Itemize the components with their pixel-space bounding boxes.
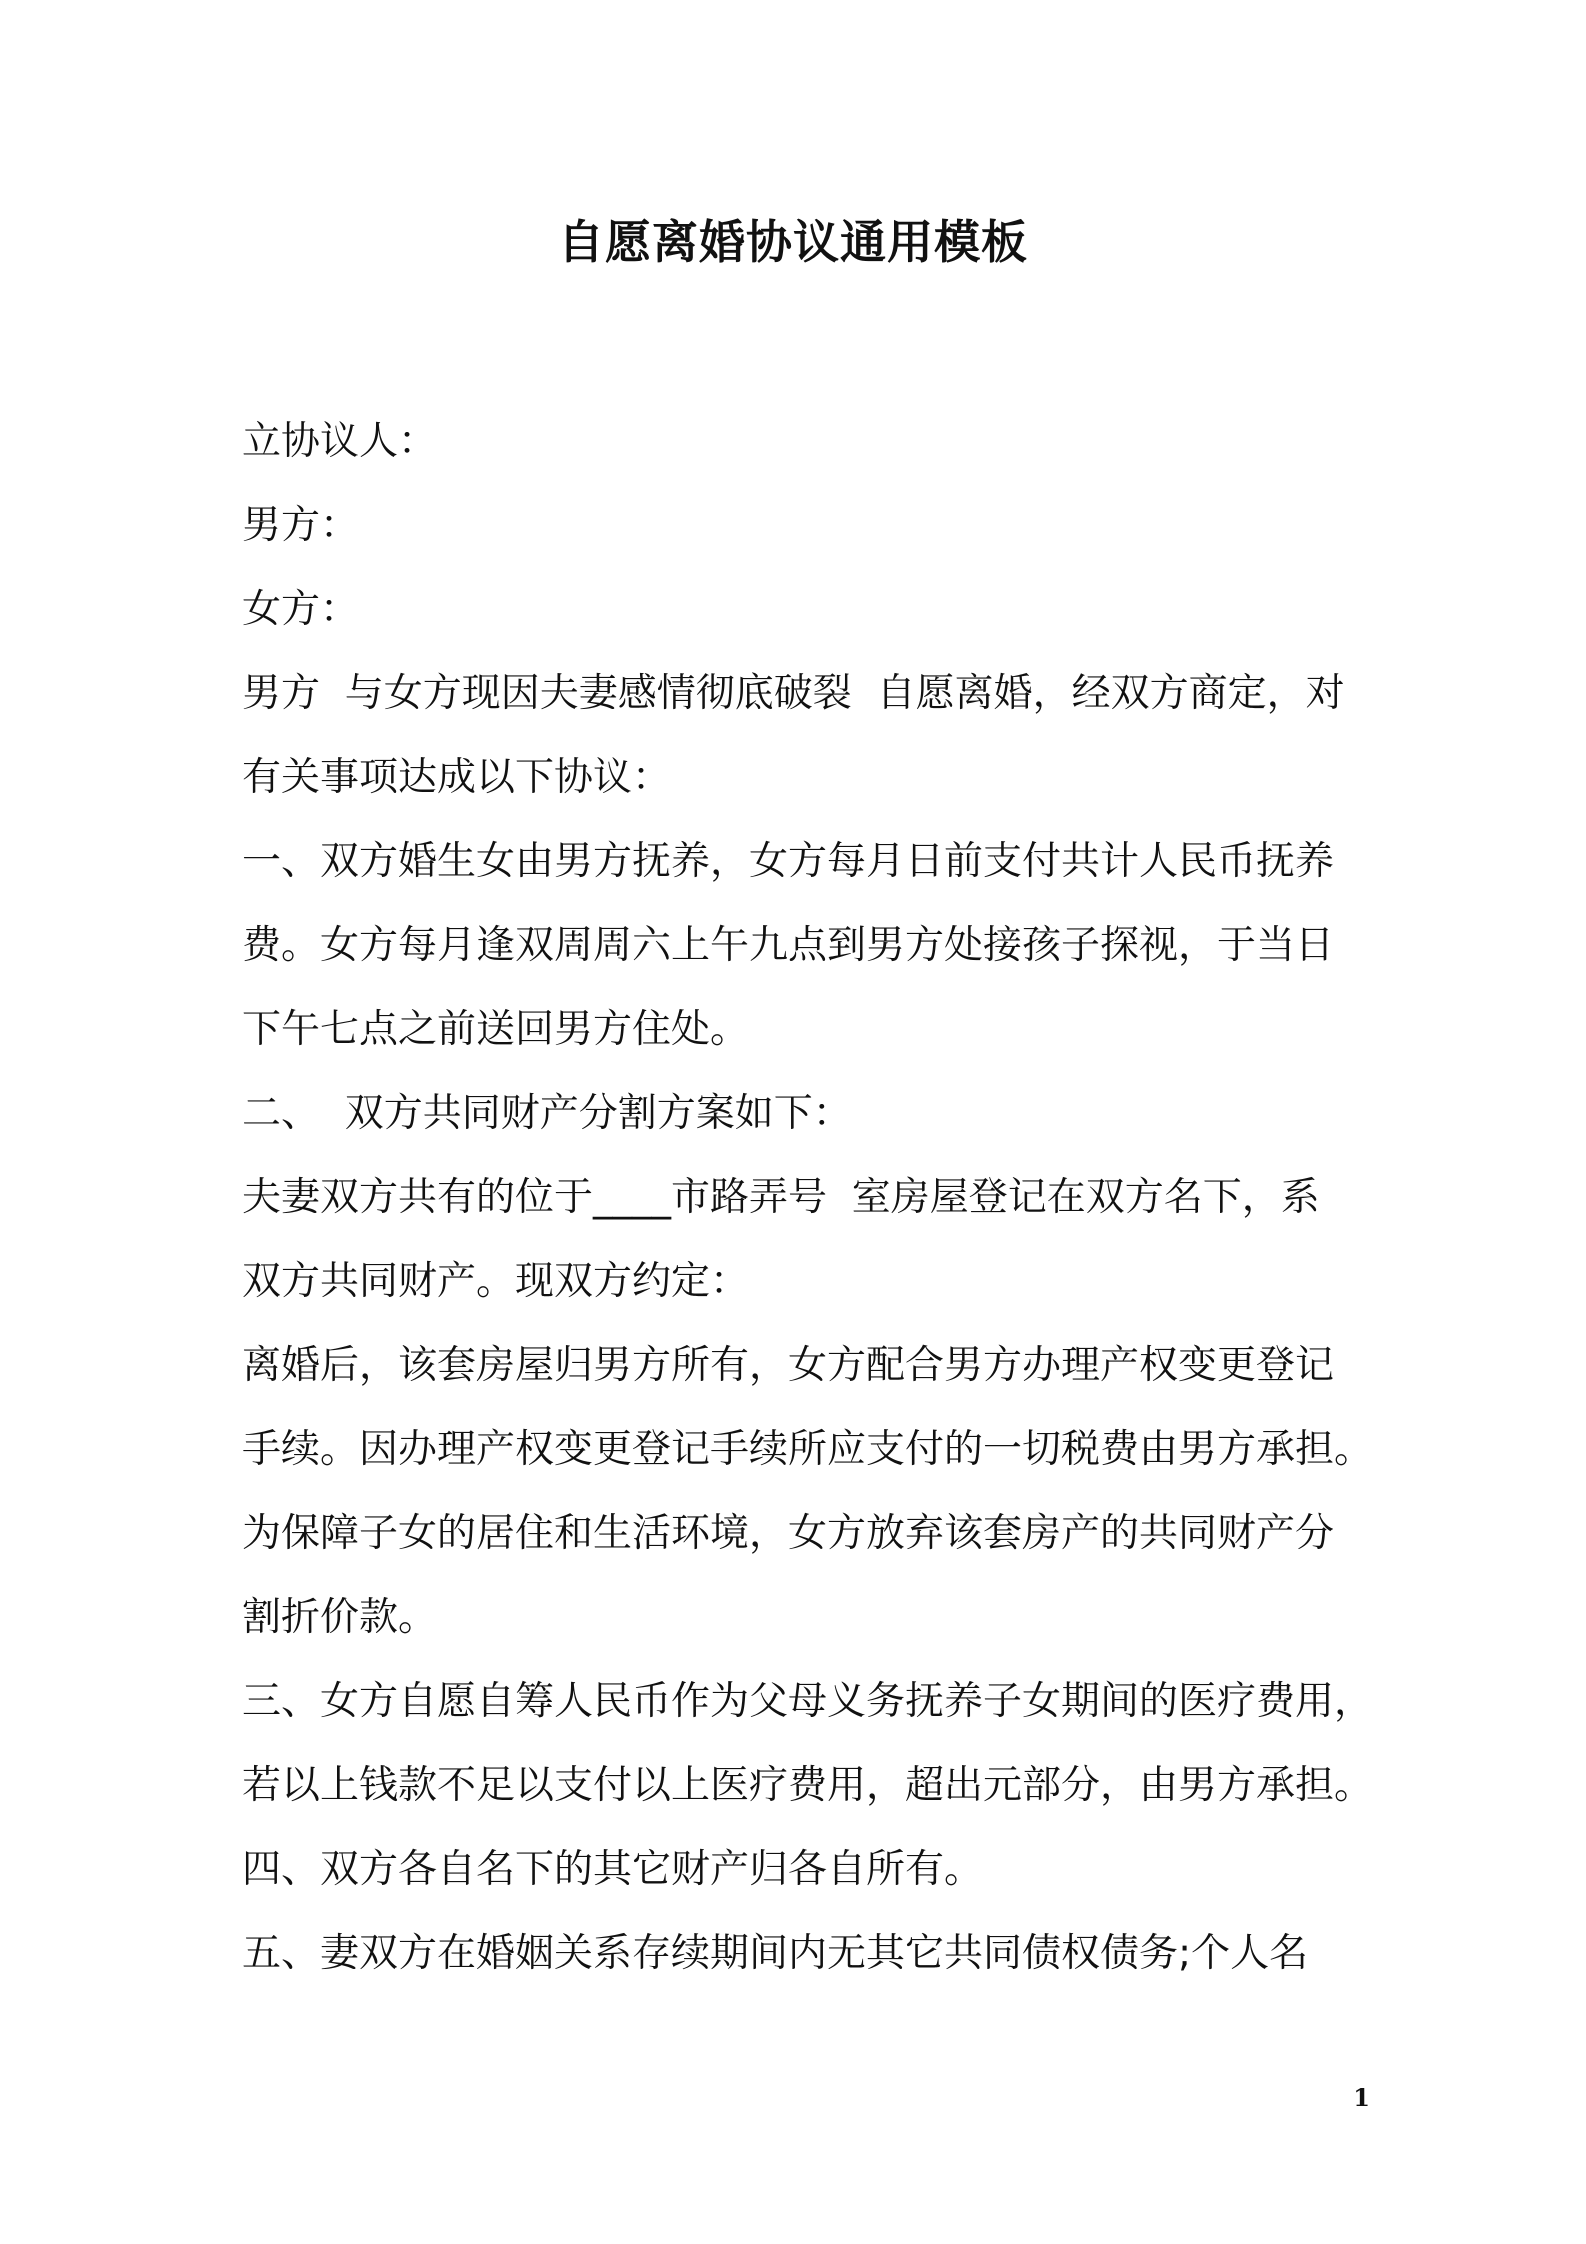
document-title: 自愿离婚协议通用模板 — [558, 215, 1028, 269]
clause-3-line-1: 三、女方自愿自筹人民币作为父母义务抚养子女期间的医疗费用， — [242, 1679, 1374, 1724]
page-number: 1 — [1353, 2083, 1370, 2112]
clause-1-line-2: 费。女方每月逢双周周六上午九点到男方处接孩子探视，于当日 — [242, 923, 1335, 968]
preamble-line-1: 男方 与女方现因夫妻感情彻底破裂 自愿离婚，经双方商定，对 — [242, 671, 1345, 716]
clause-2-line-1: 夫妻双方共有的位于____市路弄号 室房屋登记在双方名下，系 — [242, 1175, 1320, 1220]
clause-2-line-3: 离婚后，该套房屋归男方所有，女方配合男方办理产权变更登记 — [242, 1343, 1335, 1388]
party-heading-line: 立协议人： — [242, 419, 438, 464]
clause-2-line-2: 双方共同财产。现双方约定： — [242, 1259, 750, 1304]
clause-4-line-1: 四、双方各自名下的其它财产归各自所有。 — [242, 1847, 984, 1892]
male-party-line: 男方： — [242, 503, 360, 548]
clause-2-line-4: 手续。因办理产权变更登记手续所应支付的一切税费由男方承担。 — [242, 1427, 1374, 1472]
female-party-line: 女方： — [242, 587, 360, 632]
clause-1-line-1: 一、双方婚生女由男方抚养，女方每月日前支付共计人民币抚养 — [242, 839, 1335, 884]
clause-2-line-6: 割折价款。 — [242, 1595, 438, 1640]
clause-5-line-1: 五、妻双方在婚姻关系存续期间内无其它共同债权债务;个人名 — [242, 1931, 1309, 1976]
preamble-line-2: 有关事项达成以下协议： — [242, 755, 672, 800]
clause-3-line-2: 若以上钱款不足以支付以上医疗费用，超出元部分，由男方承担。 — [242, 1763, 1374, 1808]
document-body — [242, 400, 1372, 1996]
clause-2-heading: 二、 双方共同财产分割方案如下： — [242, 1091, 852, 1136]
clause-1-line-3: 下午七点之前送回男方住处。 — [242, 1007, 750, 1052]
clause-2-line-5: 为保障子女的居住和生活环境，女方放弃该套房产的共同财产分 — [242, 1511, 1335, 1556]
